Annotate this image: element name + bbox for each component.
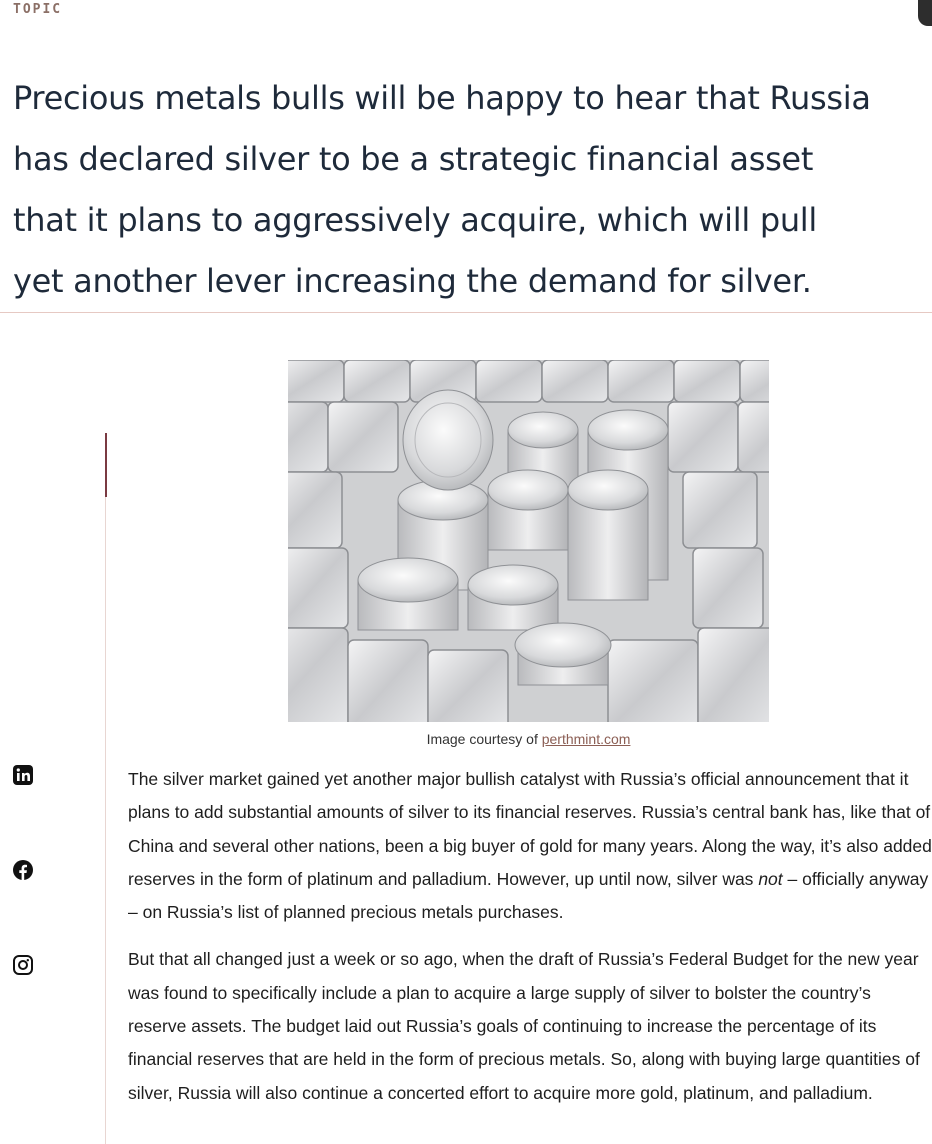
article-lede: Precious metals bulls will be happy to hear that Russia has declared silver to be a strategic financial asset that it plans to aggressively acquire, which will pull yet another lever increasing the demand for silver. — [13, 79, 871, 300]
caption-source-link[interactable]: perthmint.com — [541, 731, 631, 747]
paragraph-1-text-a: The silver market gained yet another major bullish catalyst with Russia’s official announcement that it plans to add substantial amounts of silver to its financial reserves. Russia’s central bank has, like that of China and several other nations, been a big buyer of gold for many years. Along the way, it’s also added reserves in the form of platinum and palladium. However, up until now, silver was — [128, 769, 932, 889]
corner-tab[interactable] — [918, 0, 932, 26]
facebook-share-button[interactable] — [12, 859, 34, 881]
paragraph-1-emphasis: not — [758, 868, 783, 889]
image-caption — [288, 731, 769, 747]
article-paragraph-1 — [128, 763, 932, 929]
facebook-icon — [12, 859, 34, 881]
divider — [0, 312, 932, 313]
sidebar-rule — [105, 433, 106, 1144]
instagram-share-button[interactable] — [12, 954, 34, 976]
sidebar-rule-accent — [105, 433, 107, 497]
article-paragraph-2: But that all changed just a week or so ago, when the draft of Russia’s Federal Budget for the new year was found to specifically include a plan to acquire a large supply of silver to bolster the country’s reserve assets. The budget laid out Russia’s goals of continuing to increase the percentage of its financial reserves that are held in the form of precious metals. So, along with buying large quantities of silver, Russia will also continue a concerted effort to acquire more gold, platinum, and palladium. — [128, 949, 920, 1103]
caption-prefix: Image courtesy of — [426, 731, 542, 747]
linkedin-share-button[interactable] — [12, 764, 34, 786]
topic-label[interactable]: TOPIC — [13, 2, 63, 17]
paragraph-1-text-b: – officially anyway – on Russia’s list of planned precious metals purchases. — [128, 868, 929, 923]
article-image — [288, 360, 769, 722]
linkedin-icon — [12, 764, 34, 786]
instagram-icon — [12, 954, 34, 976]
article-body — [128, 763, 932, 1124]
